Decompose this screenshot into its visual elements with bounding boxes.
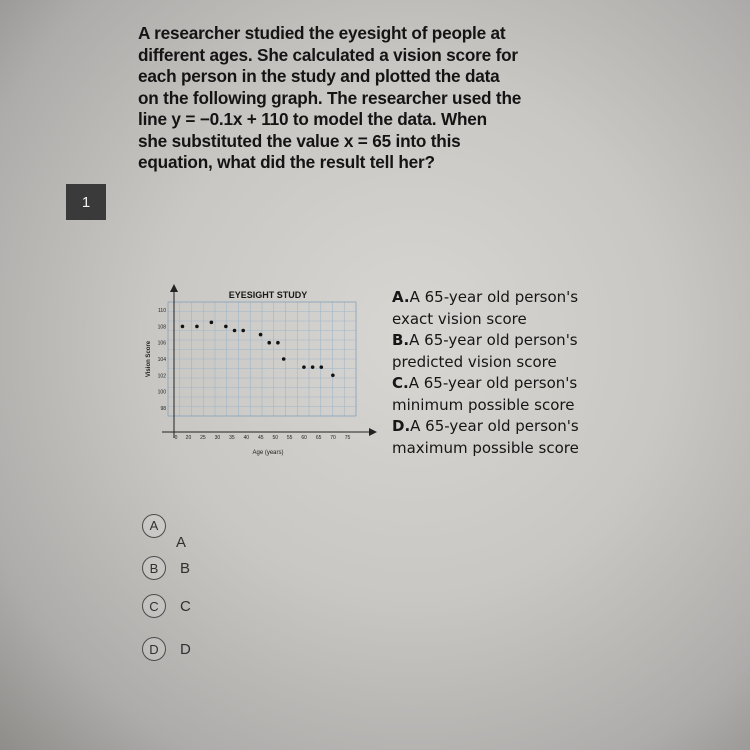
- y-tick-label: 98: [160, 405, 166, 412]
- x-tick-label: 20: [185, 435, 192, 441]
- y-tick-label: 108: [157, 324, 166, 331]
- x-tick-label: 75: [344, 435, 351, 441]
- choice-bubble-b[interactable]: B: [142, 556, 166, 580]
- answer-text: A 65-year old person's: [410, 417, 579, 435]
- data-point: [267, 341, 271, 345]
- question-line: equation, what did the result tell her?: [138, 152, 435, 172]
- data-point: [195, 325, 199, 329]
- answer-text: predicted vision score: [392, 352, 557, 371]
- choice-label-d: D: [180, 640, 191, 658]
- y-tick-label: 104: [157, 357, 166, 363]
- question-line: on the following graph. The researcher used the: [138, 87, 522, 108]
- x-tick-label: 70: [330, 435, 336, 441]
- answer-letter: C.: [392, 374, 409, 392]
- answer-letter: A.: [392, 288, 410, 306]
- answer-text: minimum possible score: [392, 395, 575, 414]
- answer-option-c: [392, 373, 622, 416]
- question-text: [138, 23, 578, 174]
- data-point: [224, 325, 228, 329]
- x-tick-label: 65: [315, 435, 322, 441]
- x-axis-label: Age (years): [252, 450, 284, 456]
- data-point: [241, 329, 245, 333]
- choice-bubble-a[interactable]: A: [142, 514, 166, 538]
- answer-text: exact vision score: [392, 309, 527, 328]
- x-tick-label: 55: [286, 435, 293, 441]
- x-tick-label: 40: [243, 435, 250, 441]
- x-tick-label: 25: [200, 435, 206, 441]
- choice-bubble-c[interactable]: C: [142, 594, 166, 618]
- x-tick-label: 50: [272, 435, 279, 441]
- answer-text: A 65-year old person's: [408, 374, 578, 392]
- choice-bubble-d[interactable]: D: [142, 637, 166, 661]
- x-tick-label: 60: [301, 435, 307, 441]
- choice-label-b: B: [180, 559, 191, 577]
- answer-option-b: [392, 330, 622, 373]
- question-line: different ages. She calculated a vision score for: [138, 44, 518, 65]
- x-tick-label: 45: [257, 435, 264, 441]
- question-line: each person in the study and plotted the data: [138, 66, 500, 86]
- answer-options: [392, 287, 622, 459]
- data-point: [331, 373, 335, 377]
- x-axis-arrow: [369, 428, 377, 436]
- answer-option-a: [392, 287, 622, 330]
- data-point: [282, 357, 286, 361]
- data-point: [181, 325, 185, 329]
- answer-letter: D.: [392, 417, 411, 435]
- choice-label-c: C: [180, 597, 191, 615]
- answer-text: A 65-year old person's: [409, 288, 579, 306]
- eyesight-chart: [138, 278, 378, 468]
- choice-a[interactable]: [142, 500, 186, 551]
- data-point: [233, 329, 237, 333]
- choice-b[interactable]: [142, 556, 190, 580]
- choice-d[interactable]: [142, 637, 191, 661]
- y-tick-label: 102: [157, 373, 166, 380]
- scatter-plot: [138, 278, 378, 468]
- data-point: [311, 365, 315, 369]
- x-tick-label: 35: [229, 435, 235, 441]
- y-axis-label: Vision Score: [146, 340, 152, 378]
- data-point: [319, 365, 323, 369]
- y-tick-label: 100: [157, 389, 166, 396]
- y-tick-label: 110: [158, 308, 166, 315]
- x-tick-label: 0: [174, 435, 178, 441]
- data-point: [210, 321, 214, 325]
- question-number-badge: 1: [66, 184, 106, 220]
- answer-text: A 65-year old person's: [409, 331, 578, 349]
- data-point: [259, 333, 263, 337]
- question-line: A researcher studied the eyesight of people at: [138, 23, 506, 43]
- y-tick-label: 106: [157, 340, 166, 347]
- y-axis-arrow: [170, 284, 178, 292]
- chart-title: EYESIGHT STUDY: [228, 290, 308, 300]
- x-tick-label: 30: [214, 435, 221, 441]
- question-line: line y = −0.1x + 110 to model the data. When: [138, 109, 487, 129]
- answer-text: maximum possible score: [392, 438, 579, 457]
- answer-option-d: [392, 416, 622, 459]
- data-point: [302, 365, 306, 369]
- data-point: [276, 341, 280, 345]
- question-line: she substituted the value x = 65 into this: [138, 130, 461, 151]
- choice-label-a: A: [176, 534, 187, 551]
- choice-c[interactable]: [142, 594, 191, 618]
- answer-letter: B.: [392, 331, 410, 349]
